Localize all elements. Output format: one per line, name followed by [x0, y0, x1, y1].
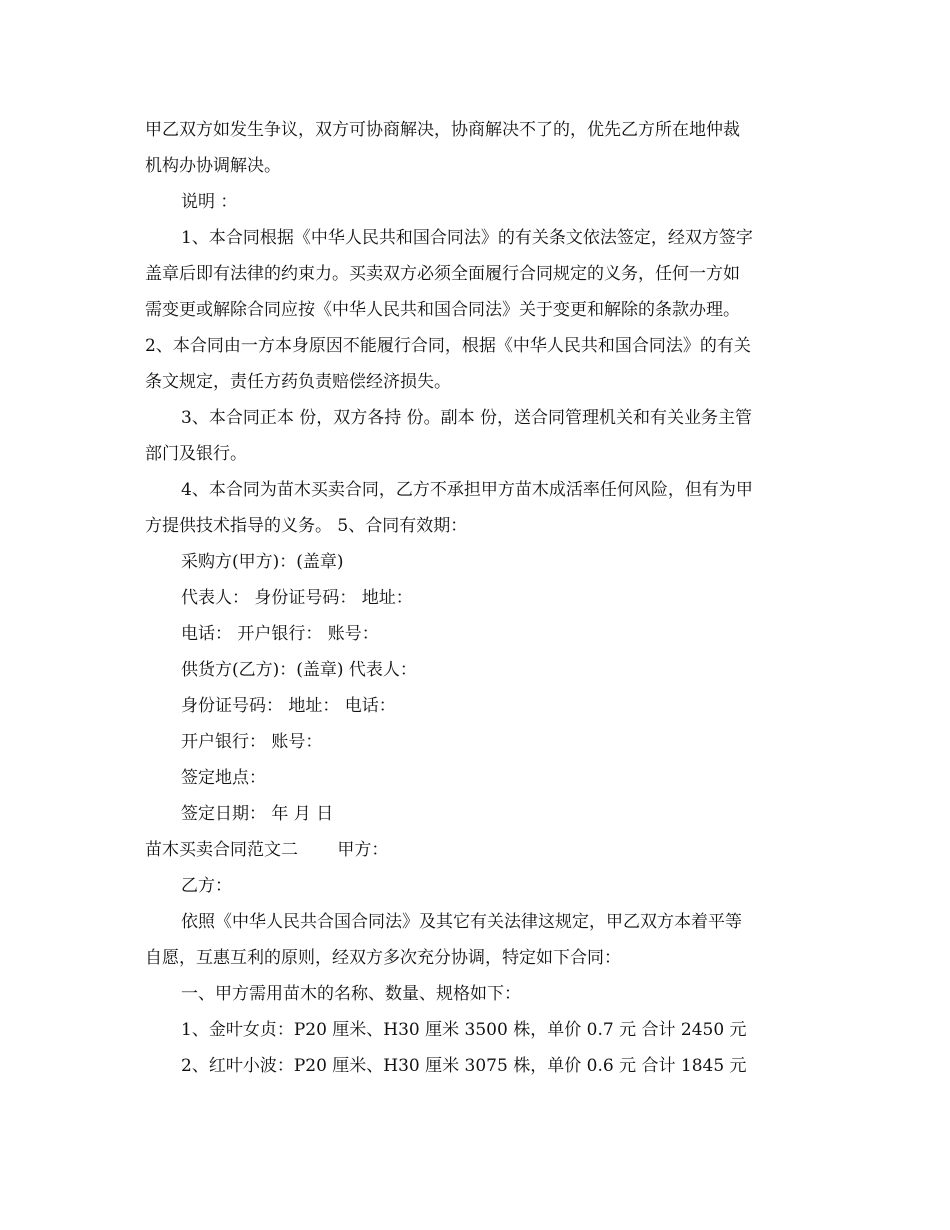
text-line: 供货方(乙方)：(盖章) 代表人： — [181, 660, 417, 680]
text-line: 一、甲方需用苗木的名称、数量、规格如下： — [181, 984, 521, 1004]
text-line: 乙方： — [181, 876, 232, 896]
text-line: 开户银行： 账号： — [181, 732, 323, 752]
text-line: 代表人： 身份证号码： 地址： — [181, 588, 413, 608]
text-line: 签定地点： — [181, 768, 266, 788]
text-line: 苗木买卖合同范文二 甲方： — [145, 840, 389, 860]
text-line: 条文规定，责任方药负责赔偿经济损失。 — [145, 372, 451, 392]
text-line: 3、本合同正本 份，双方各持 份。副本 份，送合同管理机关和有关业务主管 — [181, 408, 753, 428]
text-line: 签定日期： 年 月 日 — [181, 804, 334, 824]
text-line: 4、本合同为苗木买卖合同，乙方不承担甲方苗木成活率任何风险，但有为甲 — [181, 480, 753, 500]
text-line: 1、金叶女贞：P20 厘米、H30 厘米 3500 株，单价 0.7 元 合计 2450 元 — [181, 1020, 747, 1040]
text-line: 身份证号码： 地址： 电话： — [181, 696, 396, 716]
text-line: 盖章后即有法律的约束力。买卖双方必须全面履行合同规定的义务，任何一方如 — [145, 264, 740, 284]
text-line: 1、本合同根据《中华人民共和国合同法》的有关条文依法签定，经双方签字 — [181, 228, 753, 248]
text-line: 自愿，互惠互利的原则，经双方多次充分协调，特定如下合同： — [145, 948, 621, 968]
text-line: 说明 ： — [181, 192, 238, 212]
text-line: 需变更或解除合同应按《中华人民共和国合同法》关于变更和解除的条款办理。 — [145, 300, 740, 320]
text-line: 电话： 开户银行： 账号： — [181, 624, 379, 644]
text-line: 部门及银行。 — [145, 444, 247, 464]
text-line: 机构办协调解决。 — [145, 156, 281, 176]
text-line: 甲乙双方如发生争议，双方可协商解决，协商解决不了的，优先乙方所在地仲裁 — [145, 120, 740, 140]
text-line: 采购方(甲方)：(盖章) — [181, 552, 344, 572]
text-line: 方提供技术指导的义务。 5、合同有效期： — [145, 516, 468, 536]
text-line: 依照《中华人民共合国合同法》及其它有关法律这规定，甲乙双方本着平等 — [181, 912, 742, 932]
text-line: 2、本合同由一方本身原因不能履行合同，根据《中华人民共和国合同法》的有关 — [145, 336, 751, 356]
text-line: 2、红叶小波：P20 厘米、H30 厘米 3075 株，单价 0.6 元 合计 1845 元 — [181, 1056, 747, 1076]
document-body — [145, 112, 810, 1084]
